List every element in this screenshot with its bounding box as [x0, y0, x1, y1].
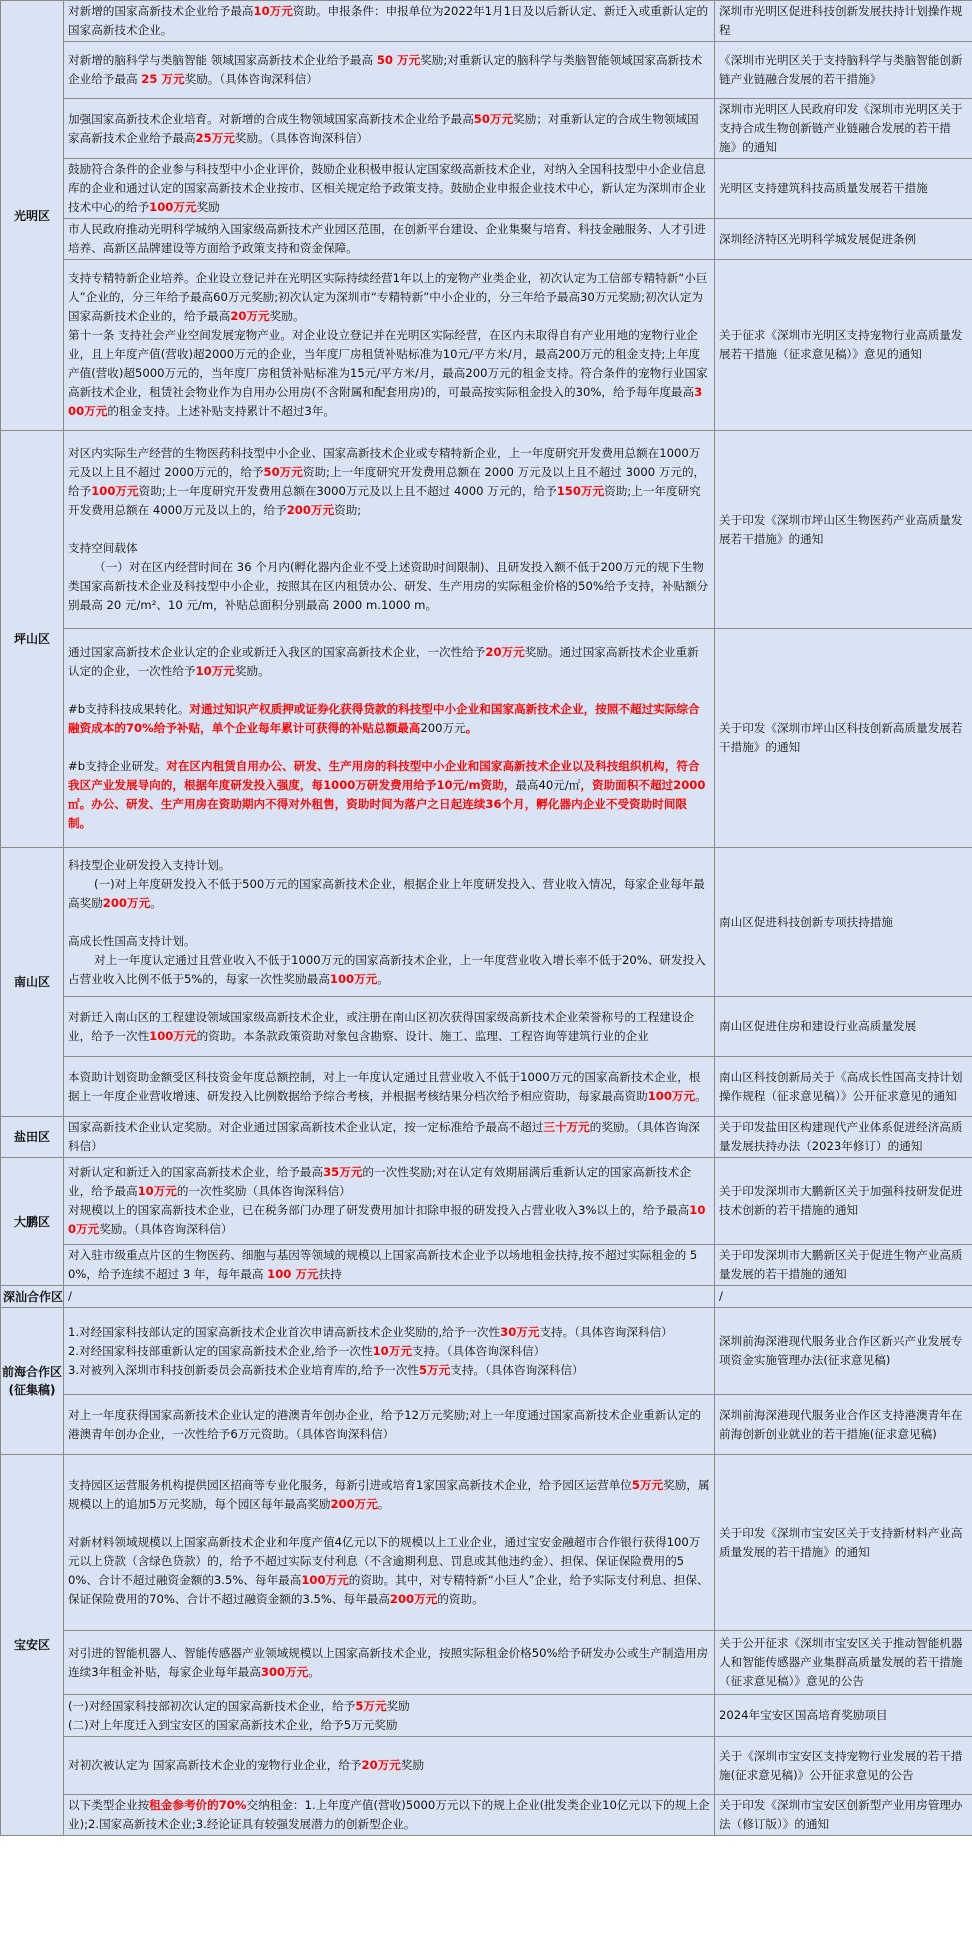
paragraph	[68, 875, 710, 913]
region-label: 大鹏区	[13, 1214, 50, 1229]
paragraph	[68, 643, 710, 681]
text-segment: 。	[150, 895, 162, 910]
paragraph	[68, 269, 710, 326]
source-cell: 关于征求《深圳市光明区支持宠物行业高质量发展若干措施（征求意见稿）》意见的通知	[715, 260, 972, 431]
source-cell: 南山区科技创新局关于《高成长性国高支持计划操作规程（征求意见稿）》公开征求意见的通知	[715, 1057, 972, 1117]
text-segment: 加强国家高新技术企业培育。对新增的合成生物领域国家高新技术企业给予最高	[68, 111, 474, 126]
text-segment: (一)对经国家科技部初次认定的国家高新技术企业，给予	[68, 1698, 356, 1713]
text-segment: 。	[308, 1664, 320, 1679]
paragraph	[68, 1756, 710, 1775]
table-row	[1, 1245, 972, 1286]
text-segment: 对新认定和新迁入的国家高新技术企业，给予最高	[68, 1165, 324, 1179]
highlight-amount: 100万元	[301, 1573, 349, 1587]
text-segment: 科技型企业研发投入支持计划。	[68, 857, 231, 872]
highlight-amount: 200万元	[286, 503, 335, 517]
paragraph	[68, 539, 710, 558]
text-segment: 对新增的脑科学与类脑智能 领域国家高新技术企业给予最高	[68, 53, 377, 67]
text-segment: 奖励。（具体咨询深科信）	[99, 1222, 233, 1236]
paragraph-gap	[68, 1514, 710, 1533]
region-cell-nanshan	[1, 848, 64, 1117]
paragraph	[68, 558, 710, 615]
source-cell: 关于印发《深圳市宝安区创新型产业用房管理办法（修订版）》的通知	[715, 1795, 972, 1836]
region-cell-dapeng	[1, 1158, 64, 1286]
text-segment: 支持。（具体咨询深科信）	[539, 1324, 673, 1339]
region-label: 盐田区	[13, 1130, 50, 1144]
text-segment: 的一次性奖励（具体咨询深科信）	[176, 1184, 351, 1198]
text-segment: 奖励；对重新认定的合成生物领域国家高新技术企业给予最高	[68, 111, 699, 145]
text-segment: 奖励;对重新认定的脑科学与类脑智能领域国家高新技术企业给予最高	[68, 53, 703, 86]
source-cell: 深圳市光明区促进科技创新发展扶持计划操作规程	[715, 1, 972, 42]
text-segment: 高成长性国高支持计划。	[68, 933, 196, 948]
paragraph	[68, 110, 710, 148]
region-cell-yantian	[1, 1117, 64, 1158]
paragraph	[68, 1118, 710, 1156]
paragraph	[68, 1361, 710, 1380]
region-label: 坪山区	[13, 632, 50, 646]
table-row	[1, 848, 972, 997]
source-cell: /	[715, 1286, 972, 1308]
text-segment: 对规模以上的国家高新技术企业，已在税务部门办理了研发费用加计扣除申报的研发投入占营业收入3%以上的，给予最高	[68, 1203, 690, 1217]
table-row	[1, 1057, 972, 1117]
text-segment: 本资助计划资助金额受区科技资金年度总额控制，对上一年度认定通过且营业收入不低于1000万元的国家高新技术企业，根据上一年度企业营收增速、研发投入比例数据给予综合考核，并根据考核结果分档次给予相应资助，每家最高资助	[68, 1069, 701, 1103]
text-segment: （一）对在区内经营时间在 36 个月内(孵化器内企业不受上述资助时间限制)、且研发投入额不低于200万元的规下生物类国家高新技术企业及科技型中小企业，按照其在区内租赁办公、研发、生产用房的实际租金价格的50%给予支持，补贴额分别最高 20 元/m²、10 元/m，补贴总面积分别最高 2000 m.1000 m。	[68, 560, 709, 612]
paragraph	[68, 1201, 710, 1239]
highlight-amount: 200万元	[102, 895, 151, 910]
paragraph	[68, 1163, 710, 1201]
highlight-amount: ，资助面积不超过2000㎡。办公、研发、生产用房在资助期内不得对外租售，资助时间为落户之日起连续36个月，孵化器内企业不受资助时间限制。	[68, 778, 706, 830]
text-segment: 对上一年度获得国家高新技术企业认定的港澳青年创办企业，给予12万元奖励;对上一年度通过国家高新技术企业重新认定的港澳青年创办企业，一次性给予6万元资助。（具体咨询深科信）	[68, 1407, 702, 1441]
content-cell	[64, 1795, 715, 1836]
table-row	[1, 1737, 972, 1795]
region-cell-shenshan	[1, 1286, 64, 1308]
content-cell	[64, 1, 715, 42]
text-segment: 最高40元/㎡	[515, 778, 581, 792]
table-row	[1, 42, 972, 99]
text-segment: 以下类型企业按	[68, 1798, 150, 1812]
text-segment: 奖励。	[269, 309, 305, 323]
highlight-amount: 对通过知识产权质押或证券化获得贷款的科技型中小企业和国家高新技术企业，按照不超过实际综合融资成本的70%给予补贴，单个企业每年累计可获得的补贴总额最高	[68, 702, 700, 735]
source-cell: 南山区促进住房和建设行业高质量发展	[715, 997, 972, 1057]
policy-table-body	[1, 1, 972, 1836]
paragraph	[68, 1406, 710, 1444]
text-segment: #b支持企业研发。	[68, 759, 167, 773]
highlight-amount: 5万元	[631, 1478, 664, 1492]
table-row	[1, 260, 972, 431]
text-segment: 对上一年度认定通过且营业收入不低于1000万元的国家高新技术企业，上一年度营业收入增长率不低于20%、研发投入占营业收入比例不低于5%的，每家一次性奖励最高	[68, 952, 706, 986]
text-segment: 资助;上一年度研究开发费用总额在3000万元及以上且不超过 4000 万元的，给予	[138, 484, 557, 498]
content-cell	[64, 1286, 715, 1308]
text-segment: /	[68, 1289, 72, 1303]
highlight-amount: 150万元	[556, 484, 605, 498]
paragraph	[68, 51, 710, 89]
table-row	[1, 1308, 972, 1395]
text-segment: 支持空间载体	[68, 541, 138, 555]
content-cell	[64, 1395, 715, 1455]
source-cell: 关于印发深圳市大鹏新区关于促进生物产业高质量发展的若干措施的通知	[715, 1245, 972, 1286]
text-segment: 200万元	[420, 721, 466, 735]
highlight-amount: 30万元	[500, 1324, 540, 1339]
text-segment: 1.对经国家科技部认定的国家高新技术企业首次申请高新技术企业奖励的,给予一次性	[68, 1324, 501, 1339]
region-label: 前海合作区(征集稿)	[1, 1365, 62, 1397]
highlight-amount: 100 万元	[267, 1267, 319, 1281]
paragraph	[68, 1697, 710, 1716]
paragraph	[68, 326, 710, 421]
content-cell	[64, 1631, 715, 1695]
highlight-amount: 100万元	[647, 1088, 696, 1103]
content-cell	[64, 42, 715, 99]
source-cell: 关于印发《深圳市坪山区科技创新高质量发展若干措施》的通知	[715, 629, 972, 848]
paragraph	[68, 700, 710, 738]
highlight-amount: 。	[465, 721, 478, 735]
text-segment: 。	[695, 1088, 707, 1103]
content-cell	[64, 219, 715, 260]
paragraph-gap	[68, 738, 710, 757]
text-segment: 扶持	[318, 1267, 342, 1281]
paragraph	[68, 1246, 710, 1284]
table-row	[1, 1631, 972, 1695]
paragraph	[68, 444, 710, 520]
content-cell	[64, 260, 715, 431]
highlight-amount: 10万元	[195, 664, 235, 678]
content-cell	[64, 629, 715, 848]
text-segment: 奖励。	[234, 664, 270, 678]
content-cell	[64, 159, 715, 219]
paragraph	[68, 1644, 710, 1682]
text-segment: 第十一条 支持社会产业空间发展宠物产业。对企业设立登记并在光明区实际经营，在区内未取得自有产业用地的宠物行业企业，且上年度产值(营收)超2000万元的企业，当年度厂房租赁补贴标准为10元/平方米/月，最高200万元的租金支持;上年度产值(营收)超5000万元的，当年度厂房租赁补贴标准为15元/平方米/月，最高200万元的租金支持。符合条件的宠物行业国家高新技术企业，租赁社会物业作为自用办公用房(不含附属和配套用房)的，可最高按实际租金投入的30%，给予每年度最高	[68, 328, 708, 399]
text-segment: 的资助。本条款政策资助对象包含勘察、设计、施工、监理、工程咨询等建筑行业的企业	[196, 1028, 649, 1043]
content-cell	[64, 1308, 715, 1395]
paragraph-gap	[68, 913, 710, 932]
table-row	[1, 1695, 972, 1737]
table-row	[1, 997, 972, 1057]
paragraph	[68, 1323, 710, 1342]
region-cell-qianhai	[1, 1308, 64, 1455]
highlight-amount: 25 万元	[141, 72, 185, 86]
text-segment: 奖励	[196, 200, 220, 214]
text-segment: 支持专精特新企业培养。企业设立登记并在光明区实际持续经营1年以上的宠物产业类企业，初次认定为工信部专精特新“小巨人”企业的，分三年给予最高60万元奖励;初次认定为深圳市“专精特新”中小企业的，分三年给予最高30万元奖励;初次认定为国家高新技术企业的，给予最高	[68, 271, 708, 323]
text-segment: 支持。（具体咨询深科信）	[411, 1343, 546, 1358]
table-row	[1, 1795, 972, 1836]
paragraph	[68, 932, 710, 951]
table-row	[1, 1286, 972, 1308]
paragraph	[68, 1068, 710, 1106]
table-row	[1, 159, 972, 219]
text-segment: (一)对上年度研发投入不低于500万元的国家高新技术企业，根据企业上年度研发投入、营业收入情况，每家企业每年最高奖励	[68, 876, 705, 910]
source-cell: 关于《深圳市宝安区支持宠物行业发展的若干措施(征求意见稿)》公开征求意见的公告	[715, 1737, 972, 1795]
highlight-amount: 20万元	[361, 1758, 401, 1772]
highlight-amount: 25万元	[195, 130, 235, 145]
content-cell	[64, 1057, 715, 1117]
paragraph	[68, 951, 710, 989]
text-segment: 市人民政府推动光明科学城纳入国家级高新技术产业园区范围，在创新平台建设、企业集聚与培育、科技金融服务、人才引进培养、高新区品牌建设等方面给予政策支持和资金保障。	[68, 222, 706, 255]
source-cell: 关于印发深圳市大鹏新区关于加强科技研发促进技术创新的若干措施的通知	[715, 1158, 972, 1245]
content-cell	[64, 1695, 715, 1737]
highlight-amount: 三十万元	[543, 1120, 590, 1134]
source-cell: 2024年宝安区国高培育奖励项目	[715, 1695, 972, 1737]
source-cell: 关于印发《深圳市宝安区关于支持新材料产业高质量发展的若干措施》的通知	[715, 1455, 972, 1631]
highlight-amount: 10万元	[253, 4, 293, 18]
paragraph	[68, 1287, 710, 1306]
paragraph	[68, 1008, 710, 1046]
text-segment: 的资助。其中，对专精特新“小巨人”企业，给予实际支付利息、担保、保证保险费用的70%、合计不超过融资金额的3.5%、每年最高	[68, 1573, 709, 1606]
paragraph	[68, 856, 710, 875]
text-segment: 鼓励符合条件的企业参与科技型中小企业评价，鼓励企业积极申报认定国家级高新技术企业，对纳入全国科技型中小企业信息库的企业和通过认定的国家高新技术企业按市、区相关规定给予政策支持。鼓励企业申报企业技术中心，新认定为深圳市企业技术中心的给予	[68, 162, 706, 214]
highlight-amount: 10万元	[372, 1343, 412, 1358]
region-label: 宝安区	[13, 1638, 50, 1652]
content-cell	[64, 848, 715, 997]
text-segment: 。	[377, 1497, 390, 1511]
source-cell: 关于印发盐田区构建现代产业体系促进经济高质量发展扶持办法（2023年修订）的通知	[715, 1117, 972, 1158]
source-cell: 《深圳市光明区关于支持脑科学与类脑智能创新链产业链融合发展的若干措施》	[715, 42, 972, 99]
text-segment: 对区内实际生产经营的生物医药科技型中小企业、国家高新技术企业或专精特新企业，上一年度研究开发费用总额在1000万元及以上且不超过 2000万元的，给予	[68, 446, 701, 479]
table-row	[1, 431, 972, 629]
text-segment: (二)对上年度迁入到宝安区的国家高新技术企业，给予5万元奖励	[68, 1717, 398, 1732]
text-segment: 资助;上一年度研究开发费用总额在 2000 万元及以上且不超过 3000 万元的，给予	[68, 465, 706, 498]
region-cell-pingshan	[1, 431, 64, 848]
text-segment: #b支持科技成果转化。	[68, 702, 190, 716]
region-label: 南山区	[13, 975, 50, 989]
region-cell-baoan	[1, 1455, 64, 1836]
region-label: 深汕合作区	[3, 1289, 64, 1304]
content-cell	[64, 431, 715, 629]
table-row	[1, 1395, 972, 1455]
table-row	[1, 1, 972, 42]
text-segment: 的资助。	[437, 1592, 484, 1606]
paragraph	[68, 1796, 710, 1834]
paragraph	[68, 1342, 710, 1361]
text-segment: 对入驻市级重点片区的生物医药、细胞与基因等领域的规模以上国家高新技术企业予以场地租金扶持,按不超过实际租金的 50%，给予连续不超过 3 年，每年最高	[68, 1248, 698, 1281]
text-segment: 2.对经国家科技部重新认定的国家高新技术企业,给予一次性	[68, 1343, 373, 1358]
highlight-amount: 20万元	[230, 309, 270, 323]
text-segment: 奖励，属规模以上的追加5万元奖励，每个园区每年最高奖励	[68, 1478, 710, 1511]
text-segment: 资助;	[334, 503, 362, 517]
highlight-amount: 50 万元	[376, 53, 421, 67]
highlight-amount: 300万元	[68, 385, 703, 418]
source-cell: 深圳前海深港现代服务业合作区支持港澳青年在前海创新创业就业的若干措施(征求意见稿)	[715, 1395, 972, 1455]
paragraph	[68, 160, 710, 217]
text-segment: 对引进的智能机器人、智能传感器产业领域规模以上国家高新技术企业，按照实际租金价格50%给予研发办公或生产制造用房连续3年租金补贴，每家企业每年最高	[68, 1645, 709, 1679]
text-segment: 交纳租金：1.上年度产值(营收)5000万元以下的规上企业(批发类企业10亿元以下的规上企业);2.国家高新技术企业;3.经论证具有较强发展潜力的创新型企业。	[68, 1798, 710, 1831]
table-row	[1, 1158, 972, 1245]
highlight-amount: 200万元	[389, 1592, 438, 1606]
paragraph	[68, 220, 710, 258]
source-cell: 深圳经济特区光明科学城发展促进条例	[715, 219, 972, 260]
text-segment: 支持园区运营服务机构提供园区招商等专业化服务，每新引进或培育1家国家高新技术企业，给予园区运营单位	[68, 1478, 632, 1492]
content-cell	[64, 99, 715, 159]
highlight-amount: 100万元	[68, 1203, 706, 1236]
paragraph-gap	[68, 520, 710, 539]
paragraph	[68, 1476, 710, 1514]
highlight-amount: 10万元	[137, 1184, 177, 1198]
table-row	[1, 629, 972, 848]
content-cell	[64, 1117, 715, 1158]
highlight-amount: 100万元	[149, 200, 197, 214]
highlight-amount: 100万元	[91, 484, 139, 498]
highlight-amount: 租金参考价的70%	[149, 1798, 247, 1812]
table-row	[1, 1455, 972, 1631]
paragraph	[68, 2, 710, 40]
text-segment: 的奖励。（具体咨询深科信）	[68, 1120, 700, 1153]
text-segment: 通过国家高新技术企业认定的企业或新迁入我区的国家高新技术企业，一次性给予	[68, 645, 486, 659]
text-segment: 奖励。（具体咨询深科信）	[234, 130, 369, 145]
text-segment: 对初次被认定为 国家高新技术企业的宠物行业企业，给予	[68, 1758, 362, 1772]
source-cell: 南山区促进科技创新专项扶持措施	[715, 848, 972, 997]
content-cell	[64, 1737, 715, 1795]
table-row	[1, 99, 972, 159]
content-cell	[64, 997, 715, 1057]
source-cell: 深圳市光明区人民政府印发《深圳市光明区关于支持合成生物创新链产业链融合发展的若干措施》的通知	[715, 99, 972, 159]
source-cell: 光明区支持建筑科技高质量发展若干措施	[715, 159, 972, 219]
text-segment: 的租金支持。上述补贴支持累计不超过3年。	[107, 404, 335, 418]
highlight-amount: 200万元	[330, 1497, 378, 1511]
text-segment: 奖励	[386, 1698, 410, 1713]
text-segment: 支持。（具体咨询深科信）	[450, 1362, 584, 1377]
text-segment: 资助。申报条件：申报单位为2022年1月1日及以后新认定、新迁入或重新认定的国家高新技术企业。	[68, 4, 709, 37]
source-cell: 关于印发《深圳市坪山区生物医药产业高质量发展若干措施》的通知	[715, 431, 972, 629]
region-label: 光明区	[13, 208, 50, 223]
text-segment: 奖励。通过国家高新技术企业重新认定的企业，一次性给予	[68, 645, 699, 678]
highlight-amount: 对在区内租赁自用办公、研发、生产用房的科技型中小企业和国家高新技术企业以及科技组织机构，符合我区产业发展导向的，根据年度研发投入强度，每1000万研发费用给予10元/m资助，	[68, 759, 700, 792]
content-cell	[64, 1455, 715, 1631]
table-row	[1, 219, 972, 260]
source-cell: 深圳前海深港现代服务业合作区新兴产业发展专项资金实施管理办法(征求意见稿)	[715, 1308, 972, 1395]
paragraph	[68, 1533, 710, 1609]
highlight-amount: 5万元	[418, 1362, 451, 1377]
text-segment: 对新迁入南山区的工程建设领域国家级高新技术企业，或注册在南山区初次获得国家级高新技术企业荣誉称号的工程建设企业，给予一次性	[68, 1009, 695, 1043]
text-segment: 对新材料领域规模以上国家高新技术企业和年度产值4亿元以下的规模以上工业企业，通过宝安金融超市合作银行获得100万元以上贷款（含绿色贷款）的，给予不超过实际支付利息（不含逾期利息、罚息或其他违约金）、担保、保证保险费用的50%、合计不超过融资金额的3.5%、每年最高	[68, 1535, 701, 1587]
content-cell	[64, 1158, 715, 1245]
text-segment: 资助;上一年度研究开发费用总额在 4000万元及以上的，给予	[68, 484, 701, 517]
text-segment: 3.对被列入深圳市科技创新委员会高新技术企业培育库的,给予一次性	[68, 1362, 419, 1377]
paragraph-gap	[68, 681, 710, 700]
highlight-amount: 100万元	[149, 1028, 197, 1043]
highlight-amount: 50万元	[473, 111, 514, 126]
highlight-amount: 5万元	[355, 1698, 387, 1713]
text-segment: 奖励。（具体咨询深科信）	[184, 72, 318, 86]
text-segment: 国家高新技术企业认定奖励。对企业通过国家高新技术企业认定，按一定标准给予最高不超过	[68, 1120, 544, 1134]
table-row	[1, 1117, 972, 1158]
highlight-amount: 20万元	[485, 645, 525, 659]
text-segment: 奖励	[400, 1758, 425, 1772]
text-segment: 对新增的国家高新技术企业给予最高	[68, 4, 254, 18]
region-cell-guangming	[1, 1, 64, 431]
paragraph	[68, 757, 710, 833]
text-segment: 的一次性奖励;对在认定有效期届满后重新认定的国家高新技术企业，给予最高	[68, 1165, 691, 1198]
highlight-amount: 300万元	[260, 1664, 309, 1679]
highlight-amount: 50万元	[263, 465, 303, 479]
source-cell: 关于公开征求《深圳市宝安区关于推动智能机器人和智能传感器产业集群高质量发展的若干措施（征求意见稿）》意见的公告	[715, 1631, 972, 1695]
content-cell	[64, 1245, 715, 1286]
text-segment: 。	[377, 971, 389, 986]
highlight-amount: 35万元	[323, 1165, 363, 1179]
highlight-amount: 100万元	[329, 971, 378, 986]
paragraph	[68, 1716, 710, 1735]
